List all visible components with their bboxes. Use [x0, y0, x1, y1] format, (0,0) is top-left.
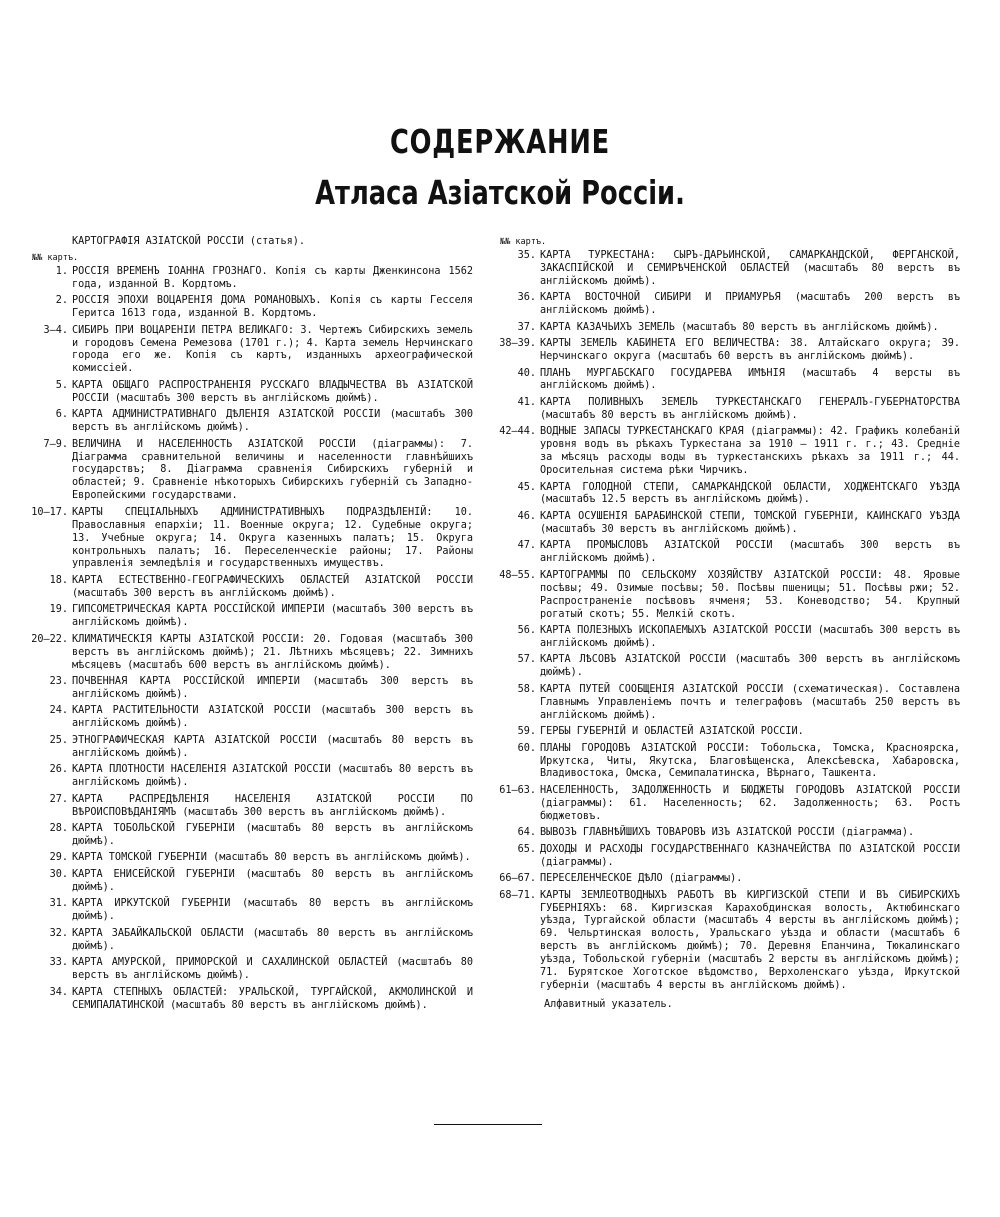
- entry-number: 65.: [517, 843, 536, 855]
- entry-number: 66—67.: [499, 873, 536, 885]
- entry-number: 5.: [55, 379, 68, 391]
- entry-number: 38—39.: [499, 338, 536, 350]
- entry-number: 57.: [517, 654, 536, 666]
- entry-number: 59.: [517, 726, 536, 738]
- toc-entry: [28, 823, 473, 849]
- entry-text: РОССІЯ ВРЕМЕНЪ ІОАННА ГРОЗНАГО. Копія съ карты Дженкинсона 1562 года, изданной В. Кордтомъ.: [72, 265, 473, 290]
- toc-entry: [496, 397, 960, 423]
- entry-text: КАРТА ЕСТЕСТВЕННО-ГЕОГРАФИЧЕСКИХЪ ОБЛАСТЕЙ АЗІАТСКОЙ РОССІИ (масштабъ 300 верстъ въ англійскомъ дюймѣ).: [72, 574, 473, 599]
- toc-entry: [28, 439, 473, 504]
- entry-text: СИБИРЬ ПРИ ВОЦАРЕНІИ ПЕТРА ВЕЛИКАГО: 3. Чертежъ Сибирскихъ земель и городовъ Семена Ремезова (1701 г.); 4. Карта земель Нерчинскаго города его же. Копія съ картъ, изданныхъ археографической комиссіей.: [72, 324, 473, 375]
- toc-entry: [28, 380, 473, 406]
- entry-number: 29.: [49, 852, 68, 864]
- entry-number: 19.: [49, 604, 68, 616]
- entry-text: КАРТА ПЛОТНОСТИ НАСЕЛЕНІЯ АЗІАТСКОЙ РОССІИ (масштабъ 80 верстъ въ англійскомъ дюймѣ).: [72, 764, 473, 789]
- entry-number: 58.: [517, 683, 536, 695]
- entry-text: КАРТА ОСУШЕНІЯ БАРАБИНСКОЙ СТЕПИ, ТОМСКОЙ ГУБЕРНІИ, КАИНСКАГО УѢЗДА (масштабъ 30 верстъ въ англійскомъ дюймѣ).: [540, 510, 960, 535]
- toc-entry: [28, 764, 473, 790]
- toc-entry: [496, 322, 960, 335]
- closing-rule: [434, 1124, 542, 1125]
- entry-number: 42—44.: [499, 426, 536, 438]
- entry-text: КАРТА ЛѢСОВЪ АЗІАТСКОЙ РОССІИ (масштабъ 300 верстъ въ англійскомъ дюймѣ).: [540, 654, 960, 679]
- toc-entry: [28, 852, 473, 865]
- left-entry-list: [28, 266, 473, 1013]
- entry-number: 47.: [517, 540, 536, 552]
- right-column: [496, 236, 960, 1012]
- entry-number: 23.: [49, 676, 68, 688]
- left-column: [28, 236, 473, 1016]
- toc-entry: [496, 292, 960, 318]
- entry-text: КАРТА КАЗАЧЬИХЪ ЗЕМЕЛЬ (масштабъ 80 верстъ въ англійскомъ дюймѣ).: [540, 321, 939, 333]
- entry-text: КАРТЫ ЗЕМЕЛЬ КАБИНЕТА ЕГО ВЕЛИЧЕСТВА: 38. Алтайскаго округа; 39. Нерчинскаго округа (масштабъ 60 верстъ въ англійскомъ дюймѣ).: [540, 338, 960, 363]
- entry-number: 41.: [517, 396, 536, 408]
- entry-text: ВЫВОЗЪ ГЛАВНѢЙШИХЪ ТОВАРОВЪ ИЗЪ АЗІАТСКОЙ РОССІИ (діаграмма).: [540, 827, 915, 839]
- entry-text: КАРТА АДМИНИСТРАТИВНАГО ДѢЛЕНІЯ АЗІАТСКОЙ РОССІИ (масштабъ 300 верстъ въ англійскомъ дюймѣ).: [72, 409, 473, 434]
- toc-entry: [496, 743, 960, 782]
- toc-entry: [28, 928, 473, 954]
- toc-entry: [28, 869, 473, 895]
- entry-text: КАРТА ИРКУТСКОЙ ГУБЕРНІИ (масштабъ 80 верстъ въ англійскомъ дюймѣ).: [72, 898, 473, 923]
- entry-text: НАСЕЛЕННОСТЬ, ЗАДОЛЖЕННОСТЬ И БЮДЖЕТЫ ГОРОДОВЪ АЗІАТСКОЙ РОССІИ (діаграммы): 61. Населенность; 62. Задолженность; 63. Ростъ бюджетовъ.: [540, 784, 960, 822]
- entry-number: 37.: [517, 321, 536, 333]
- entry-number: 34.: [49, 986, 68, 998]
- entry-text: КАРТА ЗАБАЙКАЛЬСКОЙ ОБЛАСТИ (масштабъ 80 верстъ въ англійскомъ дюймѣ).: [72, 927, 473, 952]
- toc-entry: [28, 898, 473, 924]
- entry-number: 31.: [49, 898, 68, 910]
- toc-entry: [496, 570, 960, 622]
- entry-number: 26.: [49, 764, 68, 776]
- entry-text: КАРТА ОБЩАГО РАСПРОСТРАНЕНІЯ РУССКАГО ВЛАДЫЧЕСТВА ВЪ АЗІАТСКОЙ РОССІИ (масштабъ 300 верстъ въ англійскомъ дюймѣ).: [72, 379, 473, 404]
- entry-number: 30.: [49, 868, 68, 880]
- toc-entry: [496, 426, 960, 478]
- toc-entry: [28, 634, 473, 673]
- entry-number: 35.: [517, 249, 536, 261]
- entry-number: 25.: [49, 734, 68, 746]
- entry-text: ВЕЛИЧИНА И НАСЕЛЕННОСТЬ АЗІАТСКОЙ РОССІИ (діаграммы): 7. Діаграмма сравнительной величины и населенности главнѣйшихъ государствъ; 8. Діаграмма сравненія Сибирскихъ губерній и областей; 9. Сравненіе нѣкоторыхъ Сибирскихъ губерній съ Западно-Европейскими государствами.: [72, 438, 473, 502]
- entry-number: 46.: [517, 510, 536, 522]
- toc-entry: [496, 726, 960, 739]
- toc-entry: [28, 705, 473, 731]
- entry-text: ГИПСОМЕТРИЧЕСКАЯ КАРТА РОССІЙСКОЙ ИМПЕРІИ (масштабъ 300 верстъ въ англійскомъ дюймѣ).: [72, 604, 473, 629]
- entry-text: КАРТА ГОЛОДНОЙ СТЕПИ, САМАРКАНДСКОЙ ОБЛАСТИ, ХОДЖЕНТСКАГО УѢЗДА (масштабъ 12.5 верстъ въ англійскомъ дюймѣ).: [540, 481, 960, 506]
- entry-text: ПЛАНЫ ГОРОДОВЪ АЗІАТСКОЙ РОССІИ: Тобольска, Томска, Красноярска, Иркутска, Читы, Якутска, Благовѣщенска, Алексѣевска, Хабаровска, Владивостока, Омска, Семипалатинска, Вѣрнаго, Ташкента.: [540, 742, 960, 780]
- toc-entry: [28, 266, 473, 292]
- entry-text: КАРТА ТУРКЕСТАНА: СЫРЪ-ДАРЬИНСКОЙ, САМАРКАНДСКОЙ, ФЕРГАНСКОЙ, ЗАКАСПІЙСКОЙ И СЕМИРѢЧЕНСКОЙ ОБЛАСТЕЙ (масштабъ 80 верстъ въ англійскомъ дюймѣ).: [540, 249, 960, 287]
- entry-text: КАРТА АМУРСКОЙ, ПРИМОРСКОЙ И САХАЛИНСКОЙ ОБЛАСТЕЙ (масштабъ 80 верстъ въ англійскомъ дюймѣ).: [72, 957, 473, 982]
- page-title: СОДЕРЖАНИЕ: [389, 122, 611, 161]
- toc-entry: [496, 654, 960, 680]
- entry-text: ПЛАНЪ МУРГАБСКАГО ГОСУДАРЕВА ИМѢНІЯ (масштабъ 4 версты въ англійскомъ дюймѣ).: [540, 367, 960, 392]
- entry-text: КАРТА ЕНИСЕЙСКОЙ ГУБЕРНІИ (масштабъ 80 верстъ въ англійскомъ дюймѣ).: [72, 868, 473, 893]
- toc-entry: [28, 604, 473, 630]
- map-number-header: №№ картъ.: [32, 252, 79, 263]
- entry-number: 45.: [517, 481, 536, 493]
- toc-entry: [28, 295, 473, 321]
- toc-entry: [496, 890, 960, 993]
- entry-number: 61—63.: [499, 784, 536, 796]
- entry-text: КАРТА РАСПРЕДѢЛЕНІЯ НАСЕЛЕНІЯ АЗІАТСКОЙ РОССІИ ПО ВѢРОИСПОВѢДАНІЯМЪ (масштабъ 300 верстъ въ англійскомъ дюймѣ).: [72, 793, 473, 818]
- entry-number: 28.: [49, 823, 68, 835]
- entry-text: ПОЧВЕННАЯ КАРТА РОССІЙСКОЙ ИМПЕРІИ (масштабъ 300 верстъ въ англійскомъ дюймѣ).: [72, 676, 473, 700]
- entry-number: 68—71.: [499, 889, 536, 901]
- toc-entry: [496, 540, 960, 566]
- toc-entry: [496, 844, 960, 870]
- map-number-header: №№ картъ.: [500, 237, 547, 247]
- toc-entry: [496, 511, 960, 537]
- entry-text: КАРТА ТОМСКОЙ ГУБЕРНІИ (масштабъ 80 верстъ въ англійскомъ дюймѣ).: [72, 852, 471, 864]
- toc-entry: [496, 785, 960, 824]
- lead-article: КАРТОГРАФІЯ АЗІАТСКОЙ РОССІИ (статья).: [72, 236, 306, 247]
- toc-entry: [496, 368, 960, 394]
- toc-entry: [28, 325, 473, 377]
- toc-entry: [496, 684, 960, 723]
- entry-number: 48—55.: [499, 569, 536, 581]
- toc-entry: [28, 794, 473, 820]
- toc-entry: [28, 735, 473, 761]
- entry-number: 3—4.: [43, 324, 68, 336]
- entry-text: КАРТА ПРОМЫСЛОВЪ АЗІАТСКОЙ РОССІИ (масштабъ 300 верстъ въ англійскомъ дюймѣ).: [540, 540, 960, 565]
- toc-entry: [496, 873, 960, 886]
- entry-text: ВОДНЫЕ ЗАПАСЫ ТУРКЕСТАНСКАГО КРАЯ (діаграммы): 42. Графикъ колебаній уровня водъ въ рѣкахъ Туркестана за 1910 — 1911 г. г.; 43. Средніе за мѣсяцъ расходы воды въ туркестанскихъ рѣкахъ за 1911 г.; 44. Оросительная система рѣки Чирчикъ.: [540, 426, 960, 477]
- toc-entry: [496, 482, 960, 508]
- toc-entry: [496, 827, 960, 840]
- entry-text: КАРТОГРАММЫ ПО СЕЛЬСКОМУ ХОЗЯЙСТВУ АЗІАТСКОЙ РОССІИ: 48. Яровые посѣвы; 49. Озимые посѣвы; 50. Посѣвы пшеницы; 51. Посѣвы ржи; 52. Распространеніе посѣвовъ ячменя; 53. Коневодство; 54. Крупный рогатый скотъ; 55. Мелкій скотъ.: [540, 569, 960, 620]
- alphabetical-index: Алфавитный указатель.: [544, 998, 673, 1010]
- page-subtitle: Атласа Азіатской Россіи.: [315, 173, 685, 212]
- entry-number: 33.: [49, 957, 68, 969]
- entry-number: 20—22.: [31, 633, 68, 645]
- toc-entry: [496, 338, 960, 364]
- entry-text: КАРТА РАСТИТЕЛЬНОСТИ АЗІАТСКОЙ РОССІИ (масштабъ 300 верстъ въ англійскомъ дюймѣ).: [72, 705, 473, 730]
- toc-entry: [496, 250, 960, 289]
- entry-number: 64.: [517, 827, 536, 839]
- toc-entry: [28, 409, 473, 435]
- entry-number: 10—17.: [31, 506, 68, 518]
- entry-text: КЛИМАТИЧЕСКІЯ КАРТЫ АЗІАТСКОЙ РОССІИ: 20. Годовая (масштабъ 300 верстъ въ англійскомъ дюймѣ); 21. Лѣтнихъ мѣсяцевъ; 22. Зимнихъ мѣсяцевъ (масштабъ 600 верстъ въ англійскомъ дюймѣ).: [72, 633, 473, 671]
- entry-text: КАРТА ТОБОЛЬСКОЙ ГУБЕРНІИ (масштабъ 80 верстъ въ англійскомъ дюймѣ).: [72, 823, 473, 847]
- entry-number: 40.: [517, 367, 536, 379]
- entry-number: 2.: [55, 295, 68, 307]
- entry-text: КАРТА СТЕПНЫХЪ ОБЛАСТЕЙ: УРАЛЬСКОЙ, ТУРГАЙСКОЙ, АКМОЛИНСКОЙ И СЕМИПАЛАТИНСКОЙ (масштабъ 80 верстъ въ англійскомъ дюймѣ).: [72, 986, 473, 1011]
- entry-text: РОССІЯ ЭПОХИ ВОЦАРЕНІЯ ДОМА РОМАНОВЫХЪ. Копія съ карты Гесселя Геритса 1613 года, изданной В. Кордтомъ.: [72, 295, 473, 320]
- entry-number: 27.: [49, 793, 68, 805]
- entry-text: КАРТЫ СПЕЦІАЛЬНЫХЪ АДМИНИСТРАТИВНЫХЪ ПОДРАЗДѢЛЕНІЙ: 10. Православныя епархіи; 11. Военные округа; 12. Судебные округа; 13. Учебные округа; 14. Округа казенныхъ палатъ; 15. Округа контрольныхъ палатъ; 16. Переселенческіе районы; 17. Районы управленія земледѣлія и государственныхъ имуществъ.: [72, 506, 473, 570]
- entry-number: 24.: [49, 705, 68, 717]
- entry-text: ДОХОДЫ И РАСХОДЫ ГОСУДАРСТВЕННАГО КАЗНАЧЕЙСТВА ПО АЗІАТСКОЙ РОССІИ (діаграммы).: [540, 843, 960, 868]
- toc-entry: [28, 507, 473, 572]
- toc-entry: [28, 575, 473, 601]
- entry-number: 60.: [517, 742, 536, 754]
- entry-text: КАРТА ПОЛЕЗНЫХЪ ИСКОПАЕМЫХЪ АЗІАТСКОЙ РОССІИ (масштабъ 300 верстъ въ англійскомъ дюймѣ).: [540, 625, 960, 649]
- toc-entry: [496, 625, 960, 651]
- entry-text: КАРТЫ ЗЕМЛЕОТВОДНЫХЪ РАБОТЪ ВЪ КИРГИЗСКОЙ СТЕПИ И ВЪ СИБИРСКИХЪ ГУБЕРНІЯХЪ: 68. Киргизская Карахобдинская волость, Актюбинскаго уѣзда, Тургайской области (масштабъ 4 версты въ англійскомъ дюймѣ); 69. Чельртинская волость, Уральскаго уѣзда и области (масштабъ 6 верстъ въ англійскомъ дюймѣ); 70. Деревня Епанчина, Тюкалинскаго уѣзда, Тобольской губерніи (масштабъ 2 версты въ англійскомъ дюймѣ); 71. Бурятское Хоготское вѣдомство, Верхоленскаго уѣзда, Иркутской губерніи (масштабъ 4 версты въ англійскомъ дюймѣ).: [540, 889, 960, 991]
- entry-number: 7—9.: [43, 438, 68, 450]
- entry-number: 32.: [49, 927, 68, 939]
- entry-text: ЭТНОГРАФИЧЕСКАЯ КАРТА АЗІАТСКОЙ РОССІИ (масштабъ 80 верстъ въ англійскомъ дюймѣ).: [72, 734, 473, 759]
- toc-entry: [28, 987, 473, 1013]
- entry-number: 56.: [517, 625, 536, 636]
- entry-number: 18.: [49, 574, 68, 586]
- toc-entry: [28, 676, 473, 702]
- entry-text: ГЕРБЫ ГУБЕРНІЙ И ОБЛАСТЕЙ АЗІАТСКОЙ РОССІИ.: [540, 726, 804, 738]
- entry-text: КАРТА ПОЛИВНЫХЪ ЗЕМЕЛЬ ТУРКЕСТАНСКАГО ГЕНЕРАЛЪ-ГУБЕРНАТОРСТВА (масштабъ 80 верстъ въ англійскомъ дюймѣ).: [540, 396, 960, 421]
- right-entry-list: [496, 250, 960, 993]
- entry-number: 6.: [55, 409, 68, 421]
- entry-text: ПЕРЕСЕЛЕНЧЕСКОЕ ДѢЛО (діаграммы).: [540, 873, 743, 885]
- entry-number: 36.: [517, 292, 536, 304]
- entry-number: 1.: [55, 265, 68, 277]
- toc-entry: [28, 957, 473, 983]
- entry-text: КАРТА ВОСТОЧНОЙ СИБИРИ И ПРИАМУРЬЯ (масштабъ 200 верстъ въ англійскомъ дюймѣ).: [540, 292, 960, 317]
- entry-text: КАРТА ПУТЕЙ СООБЩЕНІЯ АЗІАТСКОЙ РОССІИ (схематическая). Составлена Главнымъ Управленіемъ почтъ и телеграфовъ (масштабъ 250 верстъ въ англійскомъ дюймѣ).: [540, 683, 960, 721]
